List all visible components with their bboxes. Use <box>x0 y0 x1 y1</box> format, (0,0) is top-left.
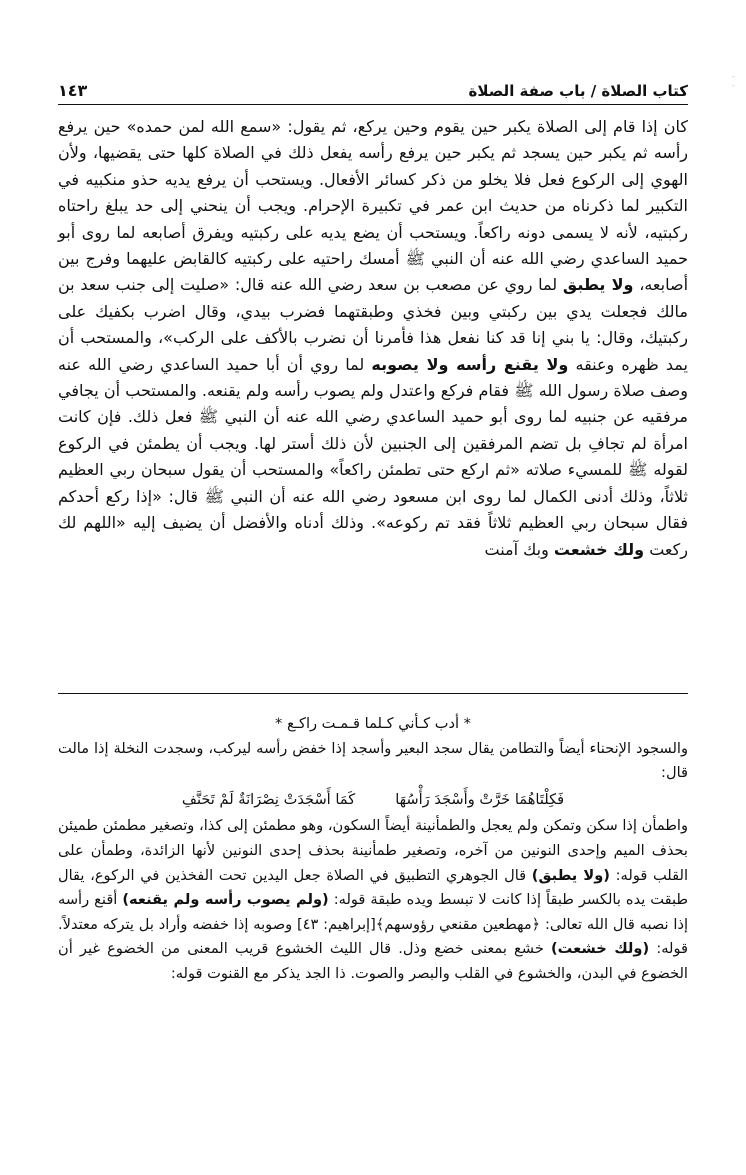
note-text: واطمأن إذا سكن وتمكن ولم يعجل والطمأنينة أيضاً السكون، وهو مطمئن إلى كذا، وتصغير مطمئن طميئن بحذف الميم وإحدى النونين من آخره، وتصغير طمأنينة بحذف إحدى النونين لأنها الزائدة، وطمأن على القلب قوله: <box>58 817 689 884</box>
margin-mark: - - <box>732 72 735 90</box>
bold-phrase: (ولا يطبق) <box>531 866 610 884</box>
bold-phrase: (ولم يصوب رأسه ولم يقنعه) <box>122 891 329 909</box>
main-text-segment: لما روي أن أبا حميد الساعدي رضي الله عنه وصف صلاة رسول الله ﷺ فقام فركع واعتدل ولم يصوب رأسه ولم يقنعه. والمستحب أن يجافي مرفقيه عن جنبيه لما روى أبو حميد الساعدي رضي الله عنه أن النبي ﷺ فعل ذلك. فإن كانت امرأة لم تجافِ بل تضم المرفقين إلى الجنبين لأن ذلك أستر لها. ويجب أن يطمئن في الركوع لقوله ﷺ للمسيء صلاته «ثم اركع حتى تطمئن راكعاً» والمستحب أن يقول سبحان ربي العظيم ثلاثاً، وذلك أدنى الكمال لما روى ابن مسعود رضي الله عنه أن النبي ﷺ قال: «إذا ركع أحدكم فقال سبحان ربي العظيم ثلاثاً فقد تم ركوعه». وذلك أدناه والأفضل أن يضيف إليه «اللهم لك ركعت <box>58 354 688 559</box>
verse-second-hemistich: كَمَا أَسْجَدَتْ نِصْرَانَةٌ لَمْ تَحَنَّفِ <box>181 790 356 808</box>
footnotes <box>58 712 688 987</box>
bold-phrase: ولا يقنع رأسه ولا يصوبه <box>371 354 569 374</box>
main-paragraph <box>58 114 688 563</box>
main-text <box>58 114 688 563</box>
note-text: خشع بمعنى خضع وذل. قال الليث الخشوع قريب المعنى من الخضوع غير أن الخضوع في البدن، والخشوع في القلب والبصر والصوت. ذا الجد يذكر مع القنوت قوله: <box>58 940 688 982</box>
bold-phrase: ولك خشعت <box>553 539 645 559</box>
running-title: كتاب الصلاة / باب صفة الصلاة <box>468 82 688 100</box>
note-paragraph: والسجود الإنحناء أيضاً والتطامن يقال سجد البعير وأسجد إذا خفض رأسه ليركب، وسجدت النخلة إذا مالت قال: <box>58 739 688 782</box>
verse-title: * أدب كـأني كـلما قـمـت راكـع * <box>275 715 471 732</box>
note-paragraph <box>58 814 688 986</box>
page-header <box>58 74 688 100</box>
main-text-segment: وبك آمنت <box>484 539 549 559</box>
footnote-rule <box>58 693 688 694</box>
verse-first-hemistich: فَكِلْتَاهُمَا خَرَّتْ وأَسْجَدَ رَأْسُهَا <box>395 790 565 808</box>
main-text-segment: لما روي عن مصعب بن سعد رضي الله عنه قال: «صليت إلى جنب سعد بن مالك فجعلت يدي بين ركبتي وبين فخذي وطبقتهما فضرب بيدي، وقال اضرب بكفيك على ركبتيك، وقال: يا بني إنا قد كنا نفعل هذا فأمرنا أن نضرب بالأكف على الركب»، والمستحب أن يمد ظهره وعنقه <box>58 275 688 374</box>
bold-phrase: (ولك خشعت) <box>551 940 650 958</box>
poetry-verse <box>58 786 688 815</box>
bold-phrase: ولا يطبق <box>562 275 634 295</box>
main-text-segment: كان إذا قام إلى الصلاة يكبر حين يقوم وحين يركع، ثم يقول: «سمع الله لمن حمده» حين يرفع رأسه ثم يكبر حين يسجد ثم يكبر حين يرفع رأسه يفعل ذلك في الصلاة كلها حتى يقضيها، ولأن الهوي إلى الركوع فعل فلا يخلو من ذكر كسائر الأفعال. ويستحب أن يرفع يديه حذو منكبيه في التكبير لما ذكرناه من حديث ابن عمر في تكبيرة الإحرام. ويجب أن ينحني إلى حد يبلغ راحتاه ركبتيه، لأنه لا يسمى دونه راكعاً. ويستحب أن يضع يديه على ركبتيه ويفرق أصابعه لما روى أبو حميد الساعدي رضي الله عنه أن النبي ﷺ أمسك راحتيه على ركبتيه كالقابض عليهما وفرج بين أصابعه، <box>58 117 689 295</box>
header-rule <box>58 104 688 105</box>
note-text: أقنع رأسه إذا نصبه قال الله تعالى: ﴿مهطعين مقنعي رؤوسهم﴾[إبراهيم: ٤٣] وصوبه إذا خفضه وأراد بل يتركه معتدلاً. قوله: <box>58 891 689 958</box>
note-text: قال الجوهري التطبيق في الصلاة جعل اليدين تحت الفخذين في الركوع، يقال طبقت يده بالكسر طبقاً إذا كانت لا تبسط ويده طبقة قوله: <box>58 866 689 909</box>
page-number: ١٤٣ <box>58 81 88 100</box>
